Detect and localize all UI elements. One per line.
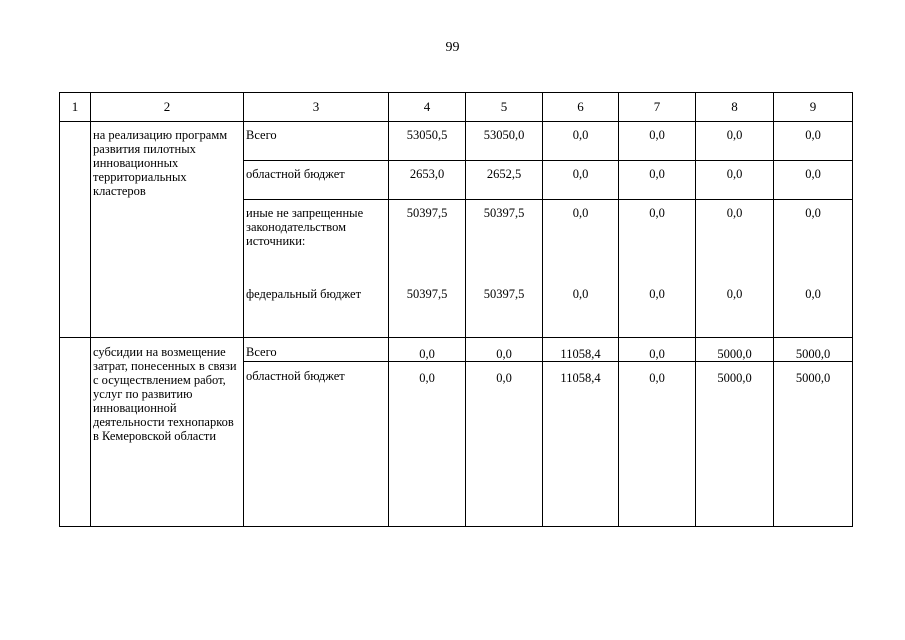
header-cell: 2 <box>91 93 244 122</box>
value-cell: 53050,5 <box>389 122 466 161</box>
value-cell: 5000,0 <box>774 362 853 527</box>
value-cell: 50397,5 <box>466 281 543 338</box>
value-cell: 0,0 <box>619 362 696 527</box>
value-cell: 0,0 <box>543 281 619 338</box>
value-cell: 0,0 <box>619 338 696 362</box>
value-cell: 0,0 <box>619 200 696 281</box>
header-cell: 3 <box>244 93 389 122</box>
value-cell: 11058,4 <box>543 338 619 362</box>
header-cell: 8 <box>696 93 774 122</box>
value-cell: 0,0 <box>543 200 619 281</box>
source-cell: областной бюджет <box>244 161 389 200</box>
header-cell: 7 <box>619 93 696 122</box>
row-number-cell <box>60 338 91 527</box>
description-cell: субсидии на возмещение затрат, понесенных в связи с осуществлением работ, услуг по развитию инновационной деятельности технопарков в Кемеровской области <box>91 338 244 527</box>
value-cell: 0,0 <box>696 122 774 161</box>
value-cell: 5000,0 <box>696 338 774 362</box>
source-cell: федеральный бюджет <box>244 281 389 338</box>
row-number-cell <box>60 122 91 338</box>
value-cell: 53050,0 <box>466 122 543 161</box>
header-row <box>60 93 853 122</box>
value-cell: 0,0 <box>619 122 696 161</box>
header-cell: 1 <box>60 93 91 122</box>
source-cell: областной бюджет <box>244 362 389 527</box>
value-cell: 50397,5 <box>389 200 466 281</box>
value-cell: 0,0 <box>774 200 853 281</box>
value-cell: 0,0 <box>774 161 853 200</box>
value-cell: 5000,0 <box>774 338 853 362</box>
header-cell: 5 <box>466 93 543 122</box>
source-cell: Всего <box>244 122 389 161</box>
value-cell: 0,0 <box>389 338 466 362</box>
budget-table <box>59 92 853 527</box>
value-cell: 0,0 <box>696 281 774 338</box>
value-cell: 0,0 <box>466 362 543 527</box>
header-cell: 4 <box>389 93 466 122</box>
value-cell: 0,0 <box>696 200 774 281</box>
value-cell: 0,0 <box>774 122 853 161</box>
value-cell: 2652,5 <box>466 161 543 200</box>
value-cell: 0,0 <box>696 161 774 200</box>
value-cell: 50397,5 <box>466 200 543 281</box>
value-cell: 0,0 <box>466 338 543 362</box>
value-cell: 2653,0 <box>389 161 466 200</box>
value-cell: 11058,4 <box>543 362 619 527</box>
table-row <box>60 122 853 161</box>
value-cell: 0,0 <box>619 281 696 338</box>
description-cell: на реализацию программ развития пилотных инновационных территориальных кластеров <box>91 122 244 338</box>
table-row <box>60 338 853 362</box>
value-cell: 5000,0 <box>696 362 774 527</box>
page-number: 99 <box>445 40 460 55</box>
value-cell: 0,0 <box>774 281 853 338</box>
value-cell: 0,0 <box>389 362 466 527</box>
value-cell: 0,0 <box>543 122 619 161</box>
value-cell: 0,0 <box>619 161 696 200</box>
header-cell: 9 <box>774 93 853 122</box>
value-cell: 0,0 <box>543 161 619 200</box>
source-cell: иные не запрещенные законодательством источники: <box>244 200 389 281</box>
header-cell: 6 <box>543 93 619 122</box>
value-cell: 50397,5 <box>389 281 466 338</box>
source-cell: Всего <box>244 338 389 362</box>
